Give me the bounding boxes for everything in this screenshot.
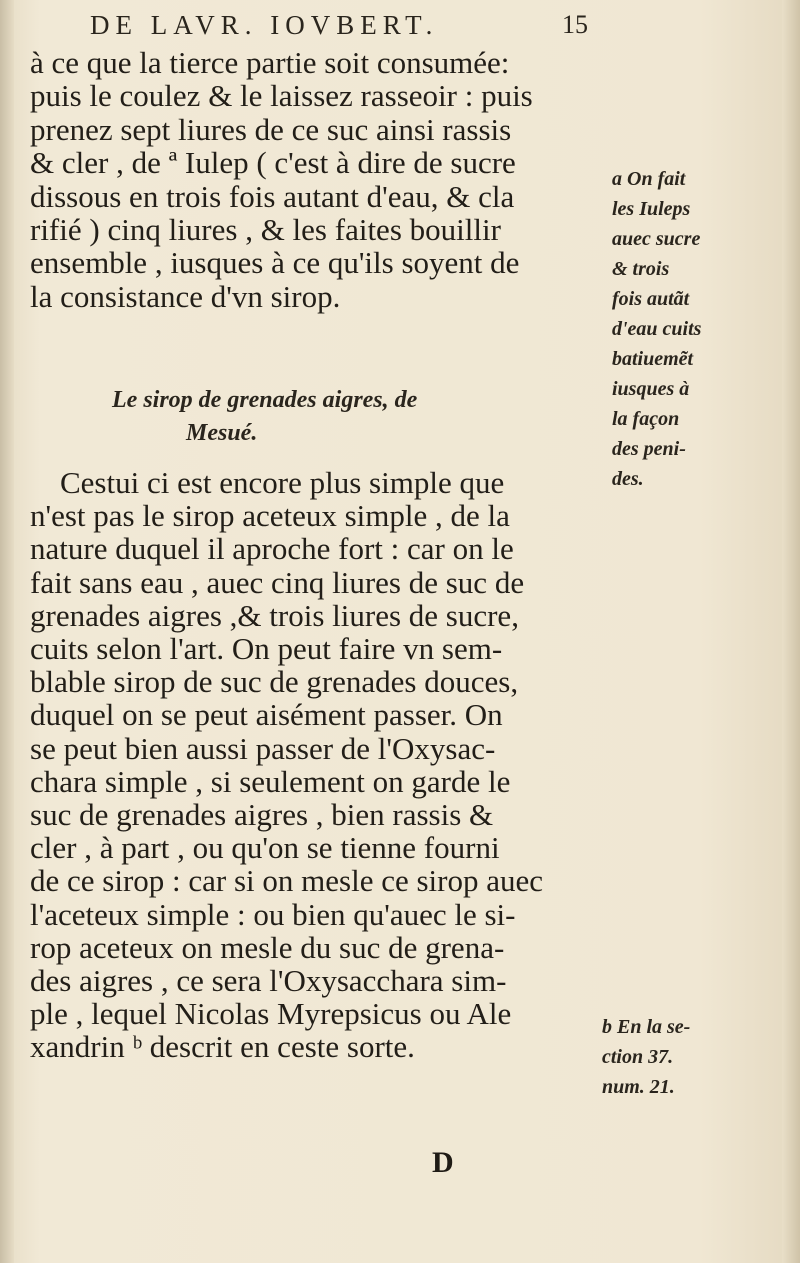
margin-note-line: la façon [612,408,680,430]
margin-note-line: d'eau cuits [612,318,702,340]
margin-note-b [602,1012,792,1102]
margin-note-line: fois autãt [612,288,690,310]
margin-note-line: num. 21. [602,1076,675,1098]
text-line: n'est pas le sirop aceteux simple , de la [30,498,510,534]
text-line: cuits selon l'art. On peut faire vn sem- [30,631,503,667]
text-line: ensemble , iusques à ce qu'ils soyent de [30,245,520,281]
running-title: DE LAVR. IOVBERT. [90,10,439,40]
margin-note-line: des. [612,468,644,490]
margin-note-line: iusques à [612,378,690,400]
text-line: à ce que la tierce partie soit consumée: [30,45,510,80]
margin-note-a [612,164,792,494]
text-line: fait sans eau , auec cinq liures de suc de [30,564,525,600]
text-line: l'aceteux simple : ou bien qu'auec le si- [30,896,516,932]
text-line: suc de grenades aigres , bien rassis & [30,797,494,833]
text-line: nature duquel il aproche fort : car on le [30,531,514,567]
text-line: chara simple , si seulement on garde le [30,763,511,799]
text-line: Cestui ci est encore plus simple que [60,465,505,500]
paragraph-2 [30,466,610,1064]
text-line: rifié ) cinq liures , & les faites bouillir [30,212,501,248]
text-line: des aigres , ce sera l'Oxysacchara sim- [30,963,507,999]
signature-mark: D [432,1146,454,1179]
text-line: puis le coulez & le laissez rasseoir : puis [30,78,533,114]
margin-note-line: b En la se- [602,1016,691,1038]
margin-note-line: batiuemẽt [612,348,694,370]
text-line: blable sirop de suc de grenades douces, [30,664,519,700]
text-line: se peut bien aussi passer de l'Oxysac- [30,730,496,766]
page-gutter [0,0,14,1263]
heading-line: Le sirop de grenades aigres, de [112,387,418,413]
text-line: de ce sirop : car si on mesle ce sirop auec [30,863,544,899]
text-line: la consistance d'vn sirop. [30,278,341,314]
heading-line: Mesué. [186,420,258,446]
margin-note-line: ction 37. [602,1046,674,1068]
paragraph-1 [30,46,600,313]
margin-note-line: a On fait [612,168,686,190]
page-number: 15 [562,10,588,39]
text-line: rop aceteux on mesle du suc de grena- [30,929,505,965]
text-line: dissous en trois fois autant d'eau, & cla [30,178,515,214]
text-line: xandrin ᵇ descrit en ceste sorte. [30,1029,415,1065]
text-line: ple , lequel Nicolas Myrepsicus ou Ale [30,996,512,1032]
section-heading [112,384,552,450]
text-line: grenades aigres ,& trois liures de sucre, [30,597,519,633]
text-line: prenez sept liures de ce suc ainsi rassis [30,111,512,147]
margin-note-line: les Iuleps [612,198,691,220]
text-line: duquel on se peut aisément passer. On [30,697,503,733]
margin-note-line: des peni- [612,438,686,460]
text-line: cler , à part , ou qu'on se tienne fourni [30,830,500,866]
margin-note-line: auec sucre [612,228,701,250]
margin-note-line: & trois [612,258,670,280]
text-line: & cler , de ª Iulep ( c'est à dire de sucre [30,145,516,181]
